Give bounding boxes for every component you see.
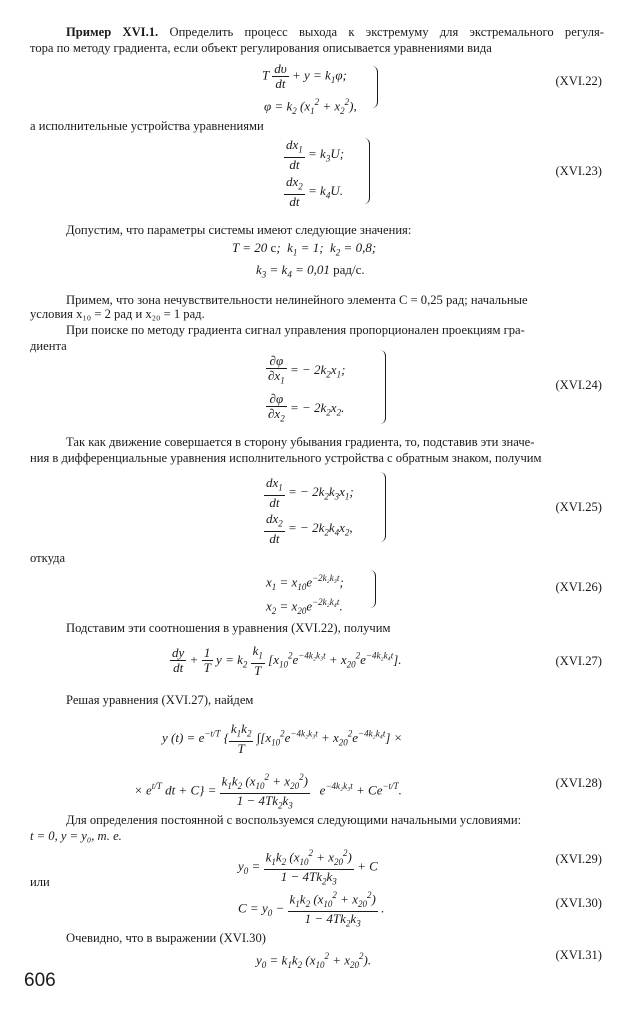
- eq25-line-1: $\frac{dx_1}{dt}$ = − $2k_2k_3x_1$;: [266, 475, 354, 510]
- paragraph-zone-1: Примем, что зона нечувствительности нелинейного элемента C = 0,25 рад; начальные: [66, 293, 528, 307]
- paragraph-gradient-2: диента: [30, 339, 67, 353]
- page-number: 606: [24, 970, 56, 991]
- paragraph-motion-2: ния в дифференциальные уравнения исполнительного устройства с обратным знаком, получим: [30, 451, 542, 465]
- eq23-line-1: $\frac{dx_1}{dt}$ = $k_3U$;: [286, 137, 345, 172]
- paragraph-or: или: [30, 875, 50, 889]
- eq30-line: $C = y_0$ − $\frac{k_1k_2 (x_{10}^2 + x_{20}^2)}{1 - 4Tk_2k_3}$ .: [238, 890, 385, 929]
- eq26-line-1: $x_1 = x_{10}e^{-2k_2k_3t}$;: [266, 573, 344, 592]
- eq22-line-1: T $\frac{d\upsilon}{dt}$ + $y = k_1\varphi$;: [262, 61, 347, 91]
- paragraph-gradient-1: При поиске по методу градиента сигнал управления пропорционален проекциям гра-: [66, 323, 525, 337]
- eq26-number: (XVI.26): [555, 580, 602, 594]
- eq22-line-2: $\varphi = k_2$ $(x_1^2 + x_2^2)$,: [264, 97, 357, 116]
- eq28-number: (XVI.28): [555, 776, 602, 790]
- eq31-number: (XVI.31): [555, 948, 602, 962]
- eq25-line-2: $\frac{dx_2}{dt}$ = − $2k_2k_4x_2$,: [266, 511, 353, 546]
- eq25-number: (XVI.25): [555, 500, 602, 514]
- paragraph-zone-2: условия x₁₀ = 2 рад и x₂₀ = 1 рад.: [30, 307, 205, 321]
- eq24-line-2: $\frac{\partial\varphi}{\partial x_2}$ = − $2k_2x_2$.: [268, 391, 345, 424]
- eq24-brace: [380, 350, 386, 424]
- eq31-line: $y_0 = k_1k_2$ $(x_{10}^2 + x_{20}^2)$.: [256, 951, 372, 970]
- eq26-brace: [370, 570, 376, 608]
- eq27-number: (XVI.27): [555, 654, 602, 668]
- example-line-1: [66, 24, 604, 40]
- paragraph-const-1: Для определения постоянной c воспользуемся следующими начальными условиями:: [66, 813, 522, 827]
- eq28-line-2: × $e^{t/T}$ dt + C} = $\frac{k_1k_2 (x_{10}^2 + x_{20}^2)}{1 - 4Tk_2k_3}$ $e^{-4k_2k_3t} + Ce^{-t/T}$.: [134, 772, 402, 811]
- paragraph-actuator: а исполнительные устройства уравнениями: [30, 119, 264, 133]
- eq28-line-1: y $(t) = e^{-t/T}$ { $\frac{k_1k_2}{T}$ $\int[x_{10}^2e^{-4k_2k_3t} + x_{20}^2e^{-4k_2k_4t}]$ ×: [162, 721, 403, 756]
- paragraph-whence: откуда: [30, 551, 66, 565]
- params-line-1: T = 20 с; $k_1 = 1$; $k_2 = 0,8$;: [232, 240, 377, 258]
- eq22-brace: [372, 66, 378, 108]
- eq27-line: $\frac{dy}{dt}$ + $\frac{1}{T}$ $y = k_2$ $\frac{k_1}{T}$ $[x_{10}^2e^{-4k_2k_3t} + x_{20}^2e^{-4k_2k_4t}]$.: [172, 643, 402, 678]
- paragraph-motion-1: Так как движение совершается в сторону убывания градиента, то, подставив эти значе-: [66, 435, 535, 449]
- eq22-number: (XVI.22): [555, 74, 602, 88]
- paragraph-solve: Решая уравнения (XVI.27), найдем: [66, 693, 254, 707]
- eq24-number: (XVI.24): [555, 378, 602, 392]
- paragraph-obvious: Очевидно, что в выражении (XVI.30): [66, 931, 266, 945]
- paragraph-const-2: t = 0, y = y₀, т. е.: [30, 829, 122, 843]
- eq25-brace: [380, 472, 386, 542]
- eq26-line-2: $x_2 = x_{20}e^{-2k_2k_4t}$.: [266, 597, 343, 616]
- eq24-line-1: $\frac{\partial\varphi}{\partial x_1}$ = − $2k_2x_1$;: [268, 353, 346, 386]
- eq29-number: (XVI.29): [555, 852, 602, 866]
- eq23-brace: [364, 138, 370, 204]
- example-text-1: Определить процесс выхода к экстремуму для экстремального регуля-: [169, 25, 605, 39]
- params-line-2: $k_3 = k_4 = 0,01$ рад/с.: [256, 262, 365, 280]
- eq23-number: (XVI.23): [555, 164, 602, 178]
- example-heading: Пример XVI.1.: [66, 25, 159, 39]
- eq30-number: (XVI.30): [555, 896, 602, 910]
- paragraph-substitute: Подставим эти соотношения в уравнения (XVI.22), получим: [66, 621, 391, 635]
- eq29-line: $y_0$ = $\frac{k_1k_2 (x_{10}^2 + x_{20}^2)}{1 - 4Tk_2k_3}$ + C: [238, 848, 378, 887]
- example-line-2: тора по методу градиента, если объект регулирования описывается уравнениями вида: [30, 41, 492, 55]
- eq23-line-2: $\frac{dx_2}{dt}$ = $k_4U$.: [286, 174, 343, 209]
- paragraph-params: Допустим, что параметры системы имеют следующие значения:: [66, 223, 412, 237]
